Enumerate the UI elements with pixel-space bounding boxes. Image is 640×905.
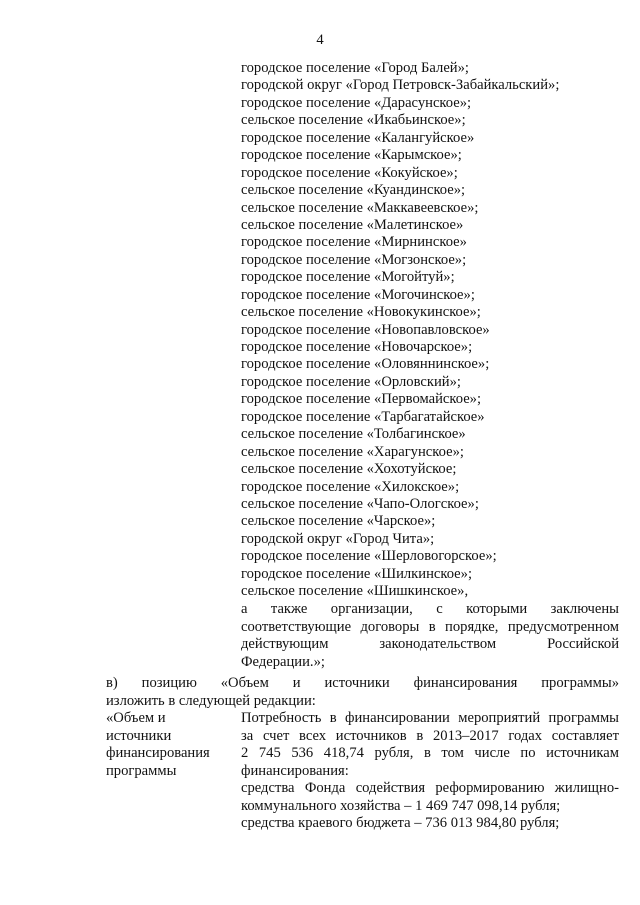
settlement-item: сельское поселение «Харагунское»; bbox=[241, 443, 464, 460]
funding-label-line: финансирования bbox=[106, 745, 210, 761]
funding-text-line: коммунального хозяйства – 1 469 747 098,14 рубля; bbox=[241, 797, 561, 814]
settlement-item: сельское поселение «Чапо-Ологское»; bbox=[241, 495, 479, 512]
funding-text-line: Потребность в финансировании мероприятий программы bbox=[241, 710, 619, 726]
settlement-item: городское поселение «Могочинское»; bbox=[241, 286, 475, 303]
funding-description-column bbox=[241, 710, 619, 833]
settlement-item: городской округ «Город Петровск-Забайкальский»; bbox=[241, 77, 560, 94]
settlement-item: городское поселение «Новопавловское» bbox=[241, 321, 490, 338]
paragraph-line: изложить в следующей редакции: bbox=[106, 692, 316, 709]
settlement-item: городское поселение «Калангуйское» bbox=[241, 129, 475, 146]
funding-text-line: 2 745 536 418,74 рубля, в том числе по источникам bbox=[241, 745, 619, 761]
amendment-paragraph-v bbox=[106, 675, 619, 710]
settlement-item: городское поселение «Могзонское»; bbox=[241, 251, 467, 268]
settlement-item: городское поселение «Дарасунское»; bbox=[241, 94, 472, 111]
settlement-item: городской округ «Город Чита»; bbox=[241, 530, 435, 547]
settlement-item: городское поселение «Хилокское»; bbox=[241, 478, 460, 495]
settlement-item: сельское поселение «Толбагинское» bbox=[241, 426, 466, 443]
funding-label-line: «Объем и bbox=[106, 710, 166, 726]
settlement-list bbox=[241, 60, 621, 601]
closing-paragraph bbox=[241, 601, 619, 671]
closing-line: действующим законодательством Российской bbox=[241, 636, 619, 652]
settlement-item: городское поселение «Могойтуй»; bbox=[241, 269, 455, 286]
funding-text-line: средства краевого бюджета – 736 013 984,80 рубля; bbox=[241, 815, 560, 831]
paragraph-line: в) позицию «Объем и источники финансирования программы» bbox=[106, 675, 619, 691]
funding-label-line: программы bbox=[106, 762, 177, 779]
funding-text-line: средства Фонда содействия реформированию жилищно- bbox=[241, 780, 619, 796]
funding-label-line: источники bbox=[106, 727, 172, 744]
closing-line: Федерации.»; bbox=[241, 653, 325, 670]
settlement-item: городское поселение «Орловский»; bbox=[241, 373, 461, 390]
settlement-item: городское поселение «Шилкинское»; bbox=[241, 565, 473, 582]
funding-text-line: финансирования: bbox=[241, 762, 349, 779]
settlement-item: городское поселение «Оловяннинское»; bbox=[241, 356, 490, 373]
settlement-item: городское поселение «Шерловогорское»; bbox=[241, 548, 497, 565]
funding-text-line: за счет всех источников в 2013–2017 годах составляет bbox=[241, 727, 619, 744]
settlement-item: городское поселение «Город Балей»; bbox=[241, 60, 469, 76]
settlement-item: сельское поселение «Куандинское»; bbox=[241, 182, 466, 199]
settlement-item: городское поселение «Новочарское»; bbox=[241, 339, 473, 355]
settlement-item: сельское поселение «Икабьинское»; bbox=[241, 112, 466, 129]
settlement-item: сельское поселение «Чарское»; bbox=[241, 513, 436, 530]
settlement-item: городское поселение «Первомайское»; bbox=[241, 391, 482, 408]
settlement-item: городское поселение «Мирнинское» bbox=[241, 234, 467, 251]
settlement-item: сельское поселение «Малетинское» bbox=[241, 216, 464, 233]
settlement-item: сельское поселение «Хохотуйское; bbox=[241, 461, 457, 478]
settlement-item: городское поселение «Кокуйское»; bbox=[241, 164, 458, 181]
settlement-item: сельское поселение «Шишкинское», bbox=[241, 583, 469, 600]
page-number: 4 bbox=[316, 32, 324, 48]
closing-line: соответствующие договоры в порядке, предусмотренном bbox=[241, 618, 619, 635]
funding-label-column bbox=[106, 710, 236, 780]
settlement-item: городское поселение «Тарбагатайское» bbox=[241, 408, 485, 425]
settlement-item: сельское поселение «Маккавеевское»; bbox=[241, 199, 479, 216]
closing-line: а также организации, с которыми заключены bbox=[241, 601, 619, 617]
settlement-item: городское поселение «Карымское»; bbox=[241, 147, 462, 164]
settlement-item: сельское поселение «Новокукинское»; bbox=[241, 304, 481, 321]
